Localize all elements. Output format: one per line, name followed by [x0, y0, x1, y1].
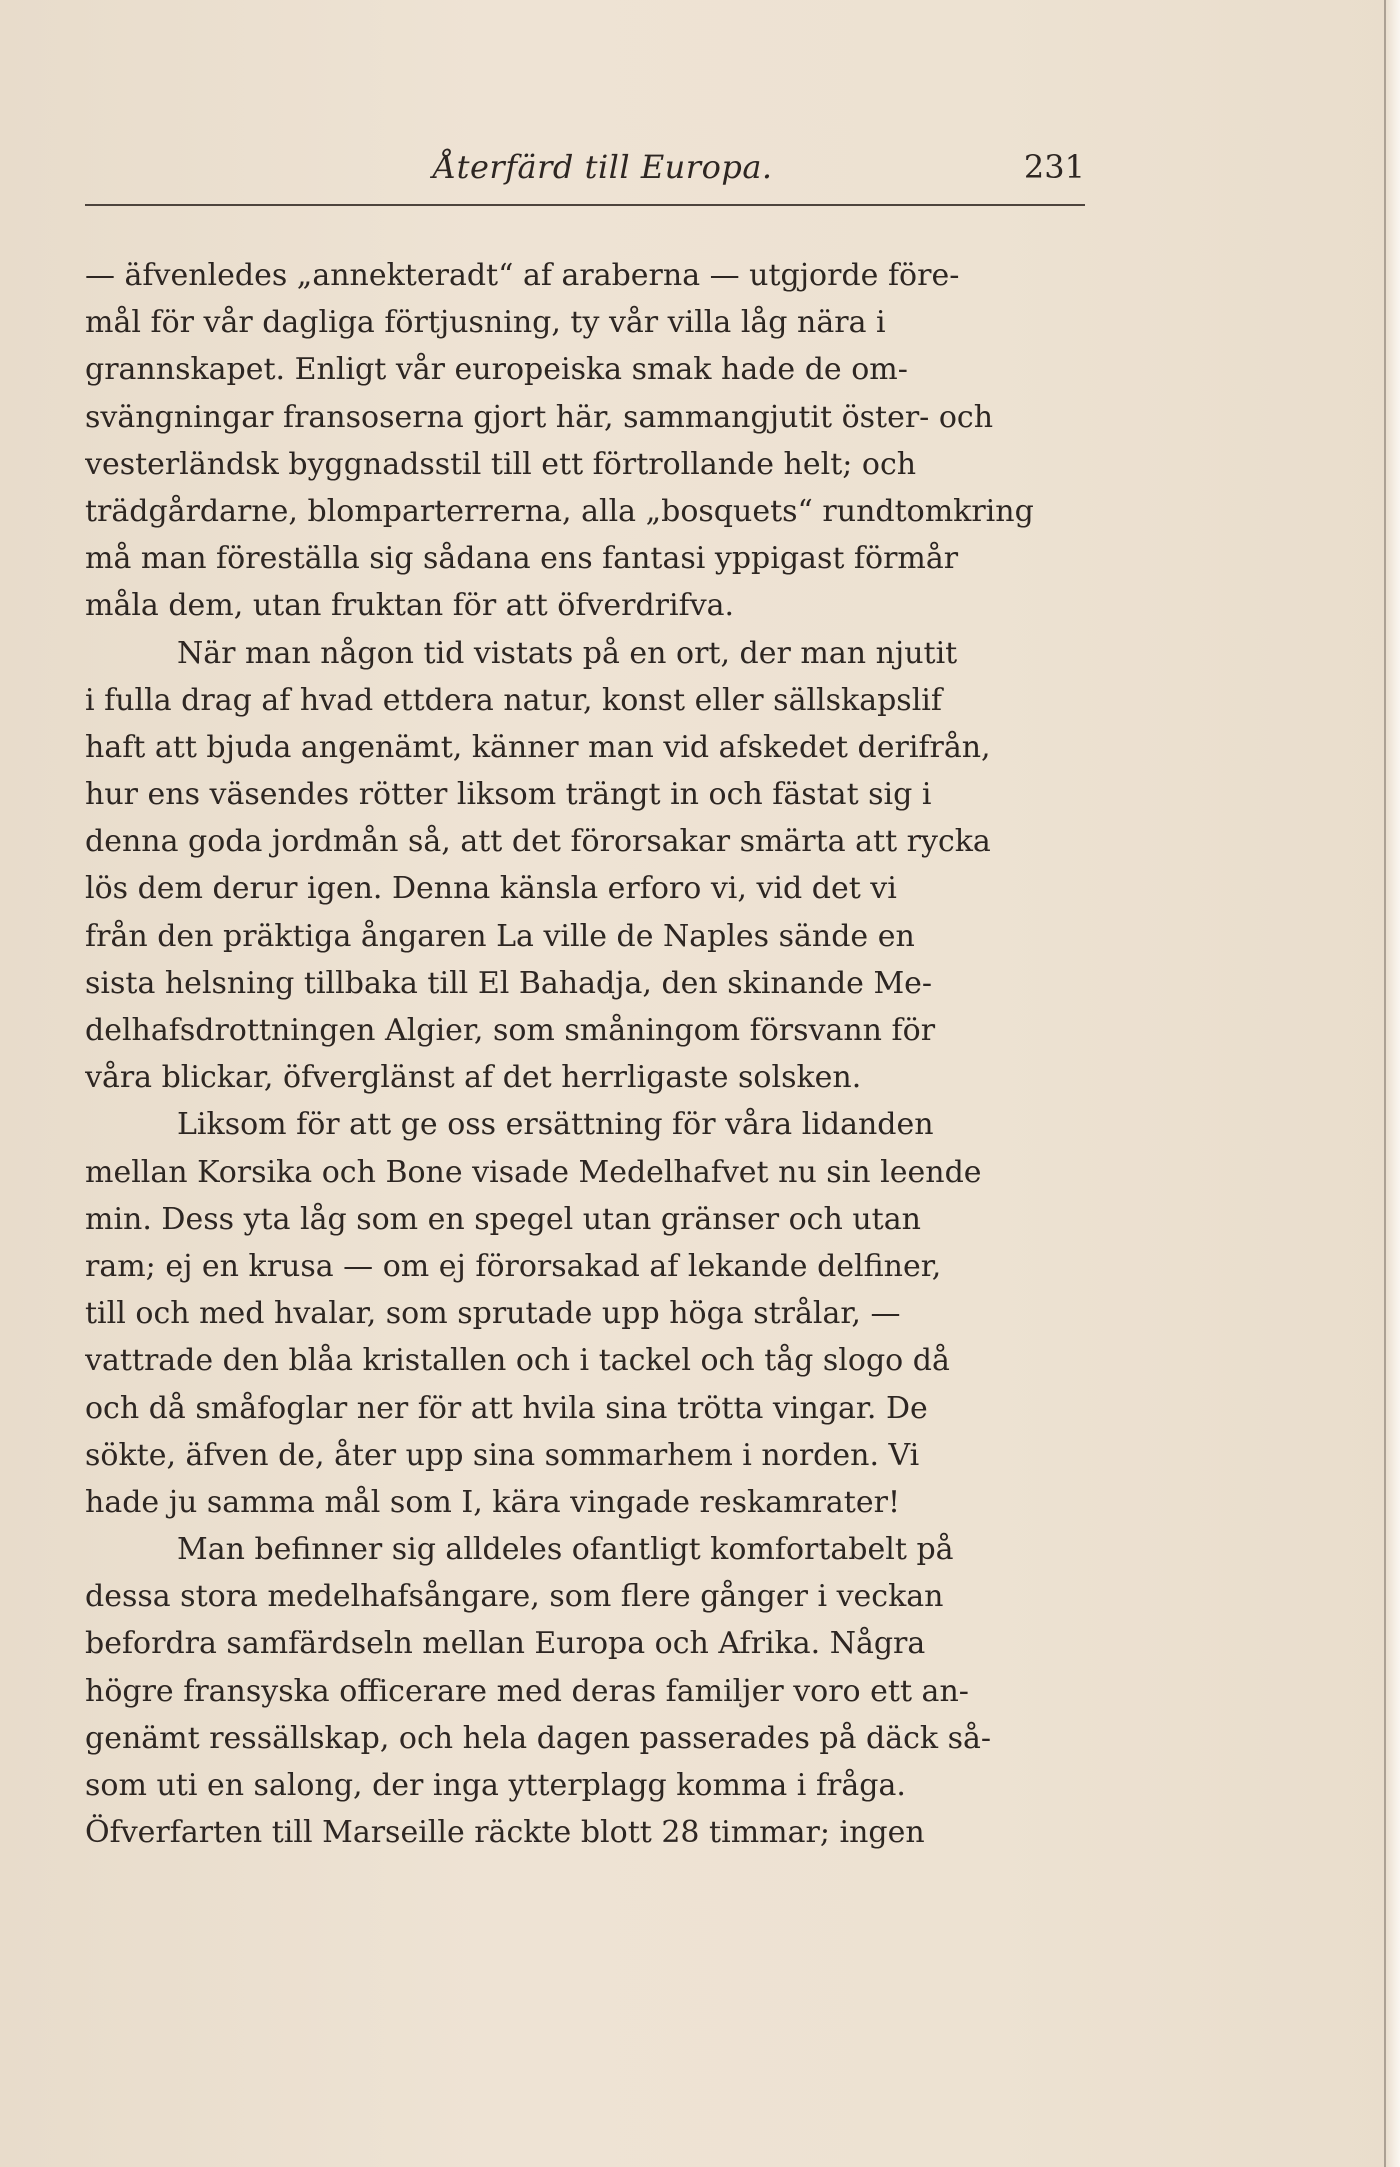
text-line: genämt ressällskap, och hela dagen passerades på däck så- [85, 1720, 992, 1756]
page-edge [1384, 0, 1400, 2167]
text-line: till och med hvalar, som sprutade upp höga strålar, — [85, 1296, 901, 1332]
text-line: min. Dess yta låg som en spegel utan gränser och utan [85, 1201, 921, 1237]
page-header [85, 140, 1085, 190]
text-line: befordra samfärdseln mellan Europa och Afrika. Några [85, 1626, 926, 1662]
text-line: haft att bjuda angenämt, känner man vid afskedet derifrån, [85, 729, 991, 765]
text-line: vesterländsk byggnadsstil till ett förtrollande helt; och [85, 446, 917, 482]
text-line: från den präktiga ångaren La ville de Naples sände en [85, 918, 915, 954]
text-line: och då småfoglar ner för att hvila sina trötta vingar. De [85, 1390, 928, 1426]
body-text [85, 252, 1085, 1856]
text-line: högre fransyska officerare med deras familjer voro ett an- [85, 1673, 969, 1709]
text-line: sista helsning tillbaka till El Bahadja, den skinande Me- [85, 965, 933, 1001]
text-line: denna goda jordmån så, att det förorsakar smärta att rycka [85, 824, 991, 860]
paragraph-start-line: Man befinner sig alldeles ofantligt komfortabelt på [177, 1532, 954, 1568]
text-line: i fulla drag af hvad ettdera natur, konst eller sällskapslif [85, 682, 942, 718]
text-line: lös dem derur igen. Denna känsla erforo vi, vid det vi [85, 871, 897, 907]
page-number: 231 [1023, 148, 1085, 186]
text-line: — äfvenledes „annekteradt“ af araberna — utgjorde före- [85, 258, 960, 293]
paragraph-start-line: När man någon tid vistats på en ort, der man njutit [177, 635, 958, 671]
text-line: hade ju samma mål som I, kära vingade reskamrater! [85, 1484, 900, 1520]
text-line: som uti en salong, der inga ytterplagg komma i fråga. [85, 1768, 906, 1803]
header-rule [85, 204, 1085, 206]
text-line: mål för vår dagliga förtjusning, ty vår villa låg nära i [85, 305, 886, 341]
page-edge-line [1384, 0, 1386, 2167]
text-line: vattrade den blåa kristallen och i tackel och tåg slogo då [85, 1343, 950, 1379]
text-line: må man föreställa sig sådana ens fantasi yppigast förmår [85, 541, 959, 577]
text-line: delhafsdrottningen Algier, som småningom försvann för [85, 1013, 936, 1048]
text-line: svängningar fransoserna gjort här, sammangjutit öster- och [85, 399, 994, 435]
text-line: grannskapet. Enligt vår europeiska smak hade de om- [85, 352, 908, 388]
text-line: hur ens väsendes rötter liksom trängt in och fästat sig i [85, 777, 932, 813]
text-line: dessa stora medelhafsångare, som flere gånger i veckan [85, 1579, 944, 1615]
text-line: mellan Korsika och Bone visade Medelhafvet nu sin leende [85, 1154, 982, 1190]
text-line: sökte, äfven de, åter upp sina sommarhem i norden. Vi [85, 1437, 920, 1473]
text-line: Öfverfarten till Marseille räckte blott 28 timmar; ingen [85, 1815, 925, 1851]
text-line: trädgårdarne, blomparterrerna, alla „bosquets“ rundtomkring [85, 493, 1034, 529]
text-line: måla dem, utan fruktan för att öfverdrifva. [85, 588, 735, 624]
paragraph-start-line: Liksom för att ge oss ersättning för våra lidanden [177, 1107, 934, 1143]
running-head: Återfärd till Europa. [433, 148, 773, 186]
text-line: våra blickar, öfverglänst af det herrligaste solsken. [85, 1060, 862, 1096]
text-line: ram; ej en krusa — om ej förorsakad af lekande delfiner, [85, 1248, 942, 1284]
